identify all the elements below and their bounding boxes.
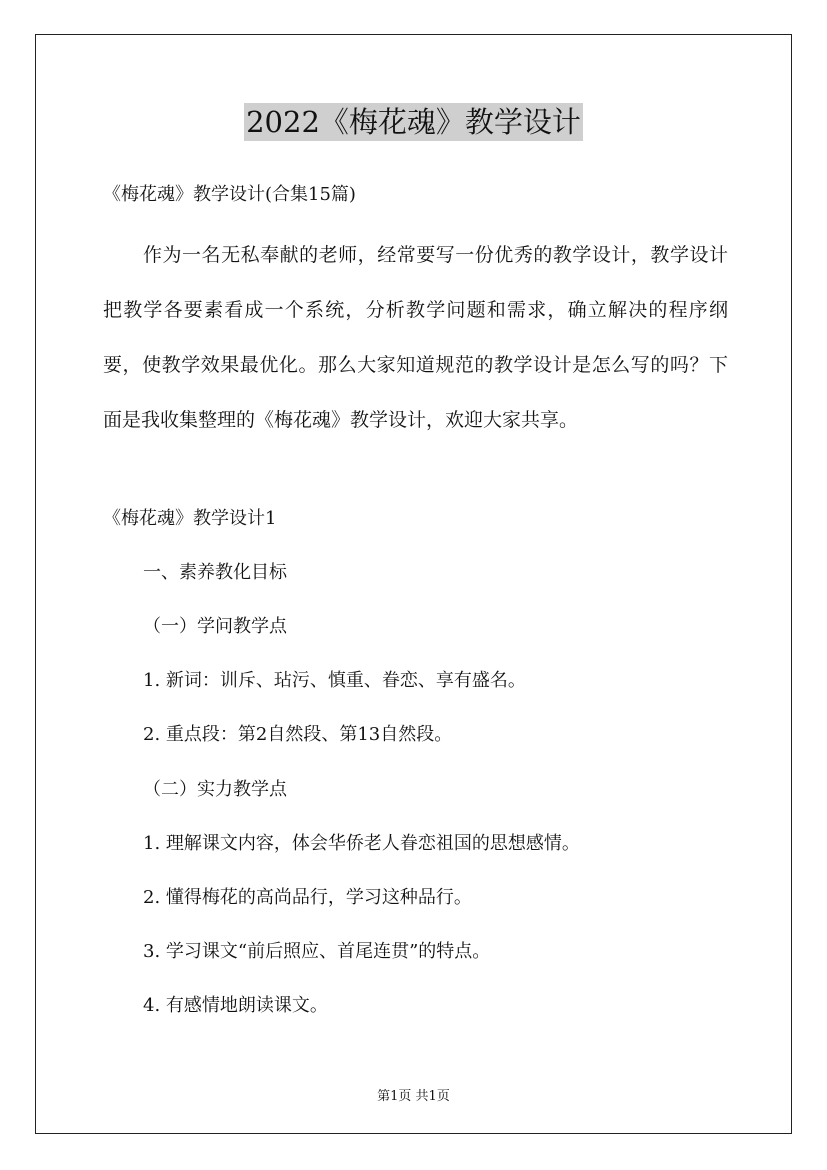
document-title: 2022《梅花魂》教学设计	[246, 105, 581, 139]
objective-heading: 一、素养教化目标	[143, 562, 287, 583]
list-item: 4. 有感情地朗读课文。	[143, 995, 328, 1016]
section-heading: 《梅花魂》教学设计1	[103, 508, 277, 529]
page-footer: 第1页 共1页	[377, 1089, 450, 1104]
list-item: 2. 重点段：第2自然段、第13自然段。	[143, 724, 453, 745]
list-item: 3. 学习课文“前后照应、首尾连贯”的特点。	[143, 941, 491, 962]
list-item: 1. 新词：训斥、玷污、慎重、眷恋、享有盛名。	[143, 670, 526, 691]
knowledge-points-heading: （一）学问教学点	[143, 616, 287, 637]
intro-paragraph: 作为一名无私奉献的老师，经常要写一份优秀的教学设计，教学设计把教学各要素看成一个系统，分析教学问题和需求，确立解决的程序纲要，使教学效果最优化。那么大家知道规范的教学设计是怎么写的吗？下面是我收集整理的《梅花魂》教学设计，欢迎大家共享。	[103, 244, 728, 431]
list-item: 1. 理解课文内容，体会华侨老人眷恋祖国的思想感情。	[143, 833, 580, 854]
list-item: 2. 懂得梅花的高尚品行，学习这种品行。	[143, 887, 472, 908]
document-subtitle: 《梅花魂》教学设计(合集15篇)	[103, 184, 356, 205]
document-title-block	[0, 100, 827, 144]
ability-points-heading: （二）实力教学点	[143, 779, 287, 800]
